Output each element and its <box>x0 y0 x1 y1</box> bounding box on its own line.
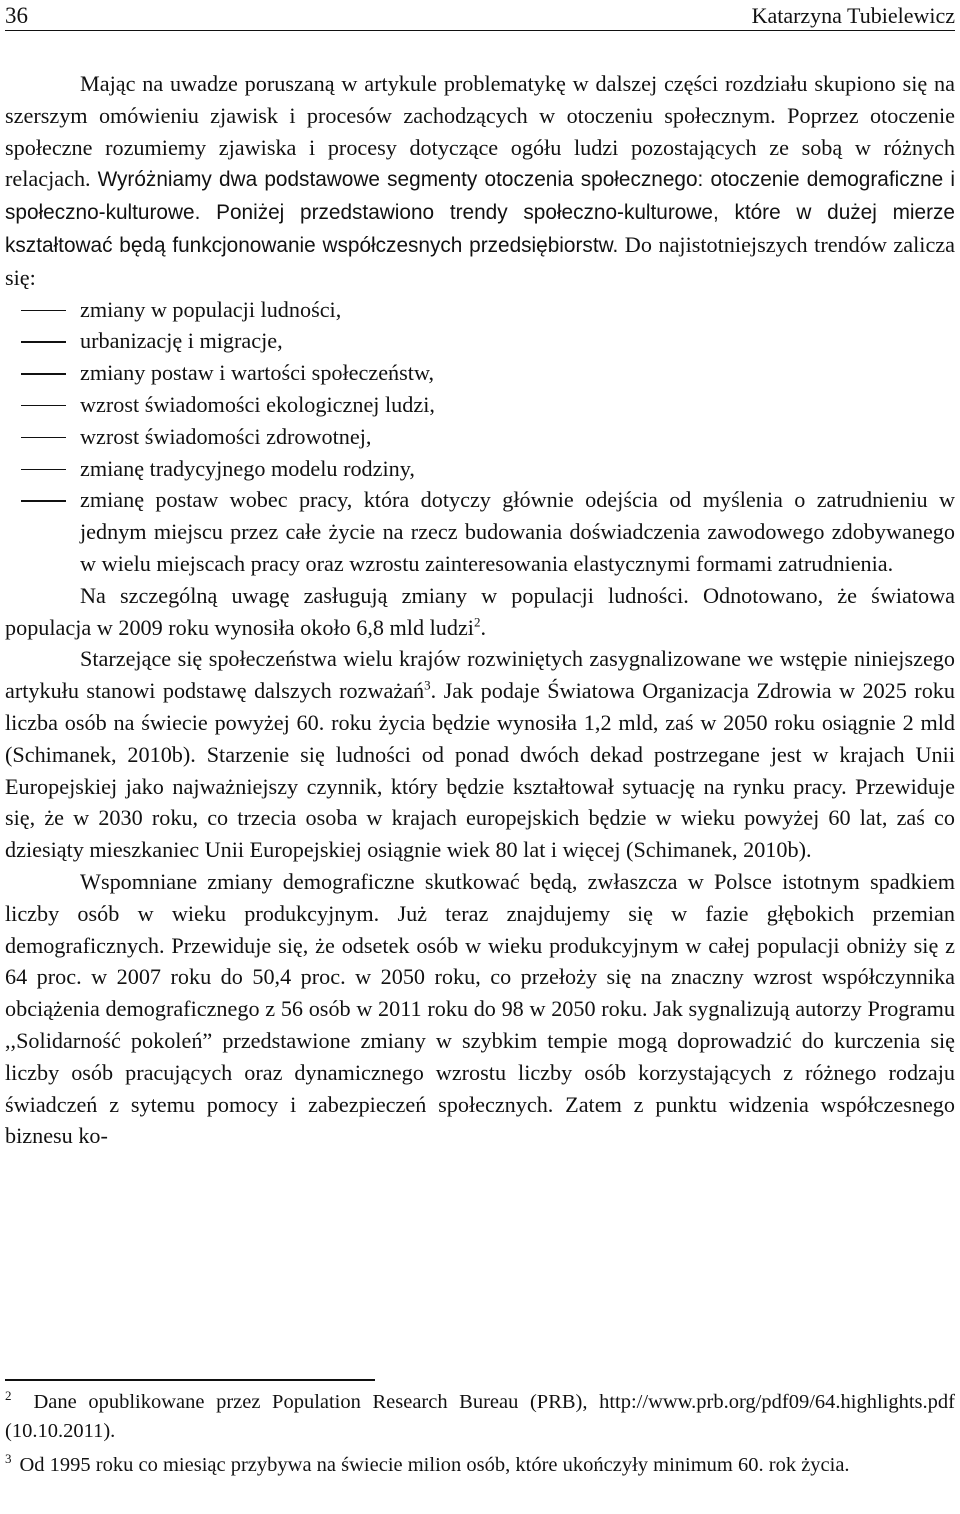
footnote-text: Od 1995 roku co miesiąc przybywa na świecie milion osób, które ukończyły minimum 60. rok życia. <box>19 1454 850 1476</box>
paragraph-intro-text-b: Do najistotniejszych trendów zalicza się: <box>5 231 955 290</box>
page-number: 36 <box>5 3 28 28</box>
running-head-author: Katarzyna Tubielewicz <box>751 3 955 28</box>
dash-bullet <box>21 500 66 502</box>
list-item-text: zmianę postaw wobec pracy, która dotyczy głównie odejścia od myślenia o zatrudnieniu w jednym miejscu przez całe życie na rzecz budowania doświadczenia zawodowego zdobywanego w wielu miejscach pracy oraz wzrostu zainteresowania elastycznymi formami zatrudnienia. <box>80 487 955 576</box>
list-item-text: urbanizację i migracje, <box>80 328 283 354</box>
footnote-mark: 3 <box>5 1451 12 1467</box>
dash-bullet <box>21 469 66 471</box>
paragraph-demographic-changes-text: Wspomniane zmiany demograficzne skutkować będą, zwłaszcza w Polsce istotnym spadkiem liczby osób w wieku produkcyjnym. Już teraz znajdujemy się w fazie głębokich przemian demograficznych. Przewiduje się, że odsetek osób w wieku produkcyjnym w całej populacji obniży się z 64 proc. w 2007 roku do 50,4 proc. w 2050 roku, co przełoży się na znaczny wzrost współczynnika obciążenia demograficznego z 56 osób w 2011 roku do 98 w 2050 roku. Jak sygnalizują autorzy Programu ,,Solidarność pokoleń” przedstawione zmiany w szybkim tempie mogą doprowadzić do kurczenia się liczby osób pracujących oraz dynamicznego wzrostu liczby osób korzystających z różnego rodzaju świadczeń z sytemu pomocy i zabezpieczeń społecznych. Zatem z punktu widzenia współczesnego biznesu ko- <box>5 868 955 1149</box>
list-item-text: zmianę tradycyjnego modelu rodziny, <box>80 455 415 481</box>
page <box>5 0 955 1476</box>
dash-bullet <box>21 437 66 439</box>
paragraph-ageing-text-b: . Jak podaje Światowa Organizacja Zdrowia w 2025 roku liczba osób na świecie powyżej 60. roku życia będzie wynosiła 1,2 mld, zaś w 2050 roku osiągnie 2 mld (Schimanek, 2010b). Starzenie się ludności od ponad dwóch dekad postrzegane jest w krajach Unii Europejskiej jako najważniejszy czynnik, który będzie kształtował sytuację na rynku pracy. Przewiduje się, że w 2030 roku, co trzecia osoba w krajach europejskich będzie w wieku powyżej 60 lat, zaś co dziesiąty mieszkaniec Unii Europejskiej osiągnie wiek 80 lat i więcej (Schimanek, 2010b). <box>5 678 955 863</box>
list-item <box>5 294 955 326</box>
footnote-separator <box>5 1379 375 1381</box>
paragraph-ageing <box>5 643 955 866</box>
dash-bullet <box>21 341 66 343</box>
trends-list <box>5 294 955 580</box>
list-item <box>5 484 955 579</box>
list-item-text: zmiany w populacji ludności, <box>80 296 342 322</box>
list-item <box>5 421 955 453</box>
list-item-text: zmiany postaw i wartości społeczeństw, <box>80 360 435 386</box>
paragraph-population-text: Na szczególną uwagę zasługują zmiany w populacji ludności. Odnotowano, że światowa populacja w 2009 roku wynosiła około 6,8 mld ludzi <box>5 582 955 640</box>
list-item <box>5 453 955 485</box>
footnote-mark: 2 <box>5 1388 12 1404</box>
footnote-ref-2[interactable]: 2 <box>473 614 481 630</box>
running-header <box>5 0 955 31</box>
dash-bullet <box>21 373 66 375</box>
list-item-text: wzrost świadomości zdrowotnej, <box>80 423 372 449</box>
dash-bullet <box>21 405 66 407</box>
dash-bullet <box>21 310 66 312</box>
paragraph-intro-text-a: Mając na uwadze poruszaną w artykule problematykę w dalszej części rozdziału skupiono się na szerszym omówieniu zjawisk i procesów zachodzących w otoczeniu społecznym. Poprzez otoczenie społeczne rozumiemy zjawiska i procesy dotyczące ogółu ludzi pozostających ze sobą w różnych relacjach. <box>5 71 955 192</box>
footnote-3 <box>5 1451 955 1480</box>
list-item-text: wzrost świadomości ekologicznej ludzi, <box>80 391 435 417</box>
footnote-2 <box>5 1388 955 1446</box>
paragraph-demographic-changes <box>5 866 955 1152</box>
paragraph-population-end: . <box>480 614 487 640</box>
footnote-text: Dane opublikowane przez Population Research Bureau (PRB), http://www.prb.org/pdf09/64.highlights.pdf (10.10.2011). <box>5 1391 955 1442</box>
main-text <box>5 68 955 1152</box>
paragraph-population <box>5 580 955 644</box>
list-item <box>5 357 955 389</box>
list-item <box>5 325 955 357</box>
list-item <box>5 389 955 421</box>
paragraph-intro <box>5 68 955 294</box>
paragraph-intro-sans-text: Wyróżniamy dwa podstawowe segmenty otoczenia społecznego: otoczenie demograficzne i społeczno-kulturowe. Poniżej przedstawiono trendy społeczno-kulturowe, które w dużej mierze kształtować będą funkcjonowanie współczesnych przedsiębiorstw. <box>5 168 955 257</box>
paragraph-ageing-text-a: Starzejące się społeczeństwa wielu krajów rozwiniętych zasygnalizowane we wstępie niniejszego artykułu stanowi podstawę dalszych rozważań <box>5 646 955 704</box>
footnote-ref-3[interactable]: 3 <box>424 677 431 693</box>
footnotes <box>5 1388 955 1480</box>
